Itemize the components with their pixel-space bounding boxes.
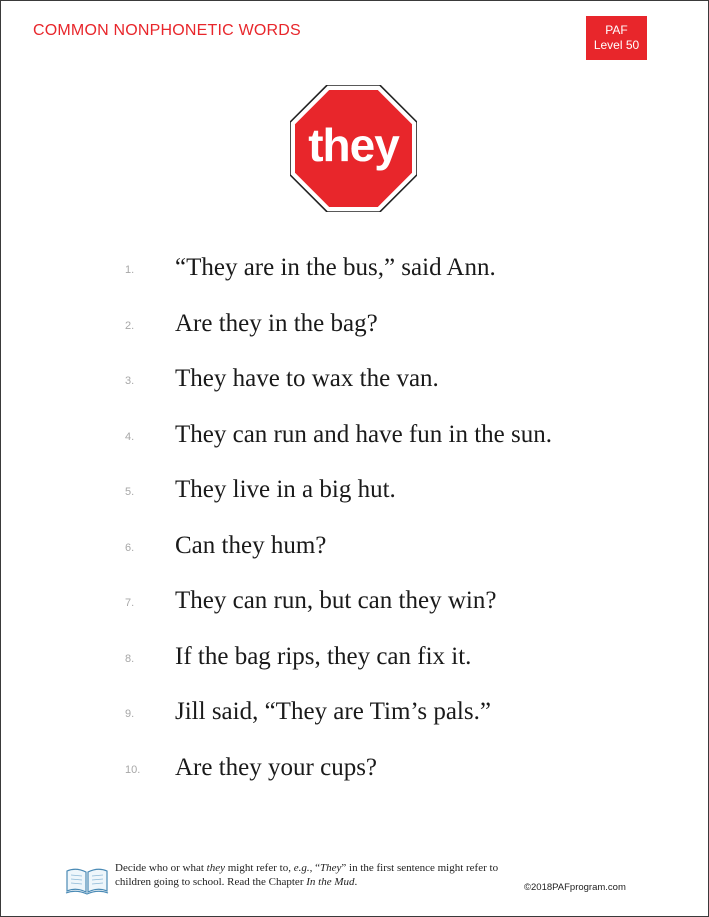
stop-sign-icon [290, 85, 417, 212]
sentence-text: They can run and have fun in the sun. [175, 420, 552, 448]
sentence-text: Can they hum? [175, 531, 327, 559]
footer [65, 861, 665, 901]
sentence-text: They have to wax the van. [175, 365, 439, 392]
sentence-number: 7. [125, 597, 135, 609]
sentence-number: 1. [125, 264, 135, 276]
open-book-icon [65, 865, 109, 895]
sentence-text: They live in a big hut. [175, 476, 396, 503]
list-item [1, 305, 709, 361]
sentence-number: 5. [125, 486, 135, 498]
copyright: ©2018PAFprogram.com [524, 882, 626, 893]
teacher-note: Decide who or what they might refer to, e.g., “They” in the first sentence might refer to children going to school. Read the Chapter In the Mud. [115, 862, 499, 888]
list-item [1, 638, 709, 694]
sentence-text: If the bag rips, they can fix it. [175, 642, 472, 670]
list-item [1, 249, 709, 305]
page-title: COMMON NONPHONETIC WORDS [33, 22, 301, 39]
sentence-number: 8. [125, 652, 135, 665]
sentence-text: They can run, but can they win? [175, 587, 497, 614]
sentence-number: 9. [125, 708, 135, 720]
list-item [1, 527, 709, 583]
list-item [1, 360, 709, 416]
sentence-text: Jill said, “They are Tim’s pals.” [175, 698, 491, 725]
level-badge [586, 16, 647, 60]
sight-word: they [308, 118, 399, 171]
sentence-text: Are they your cups? [175, 753, 378, 781]
sentence-list [1, 249, 709, 804]
sentence-number: 6. [125, 541, 135, 554]
sentence-number: 10. [125, 763, 141, 776]
sentence-text: “They are in the bus,” said Ann. [175, 254, 496, 281]
sentence-number: 4. [125, 430, 135, 443]
list-item [1, 749, 709, 805]
list-item [1, 416, 709, 472]
level-badge-program: PAF [605, 23, 628, 37]
sentence-number: 3. [125, 375, 135, 387]
sentence-number: 2. [125, 319, 135, 332]
list-item [1, 471, 709, 527]
list-item [1, 582, 709, 638]
level-badge-level: Level 50 [593, 38, 640, 52]
sentence-text: Are they in the bag? [175, 309, 378, 337]
list-item [1, 693, 709, 749]
